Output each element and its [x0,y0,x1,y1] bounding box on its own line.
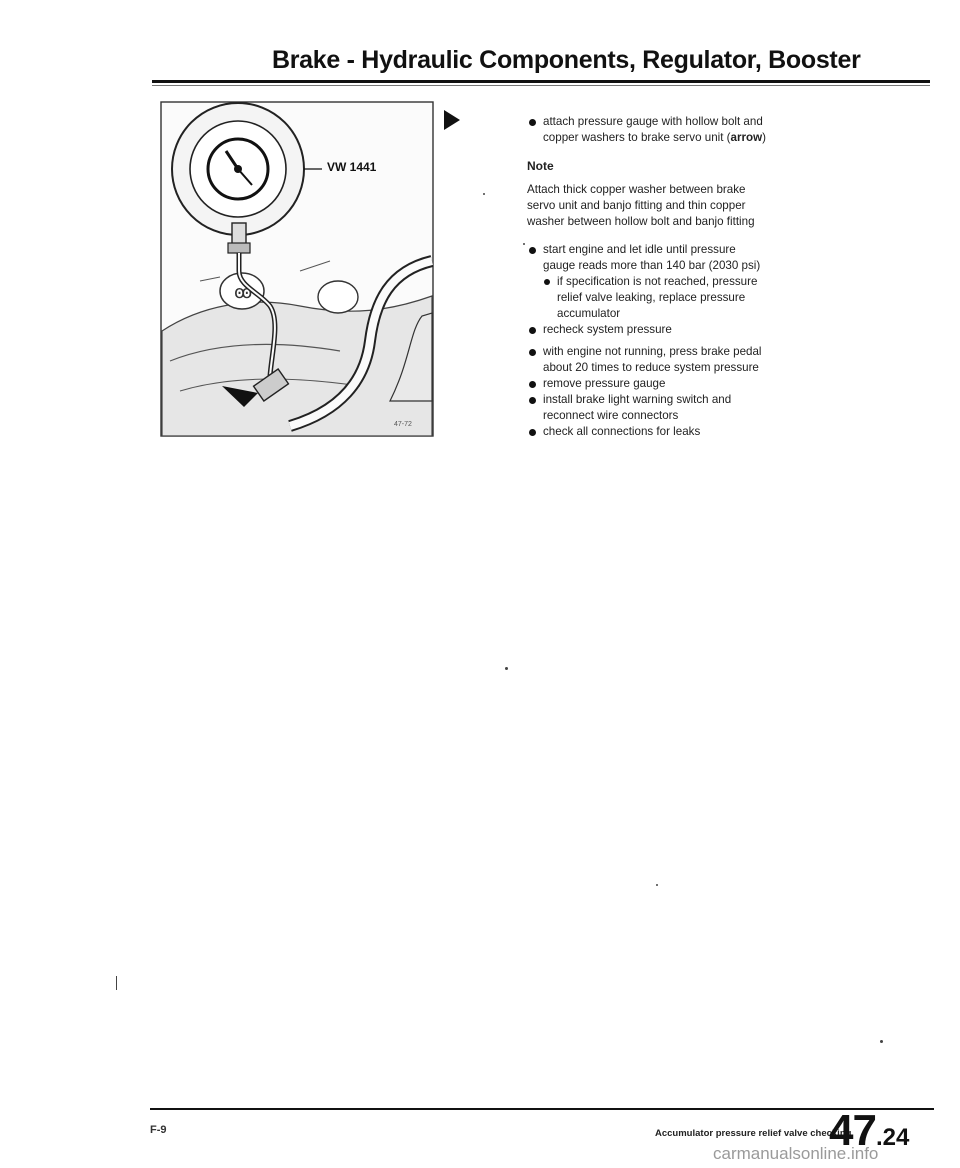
list-item: start engine and let idle until pressure [527,242,887,258]
sub-list-item: if specification is not reached, pressure [527,274,887,290]
note-line: washer between hollow bolt and banjo fitting [527,215,755,228]
list-item-cont: gauge reads more than 140 bar (2030 psi) [543,259,761,272]
list-item: attach pressure gauge with hollow bolt and [527,114,887,130]
page-number-sub: .24 [875,1124,910,1151]
watermark: carmanualsonline.info [713,1144,879,1163]
svg-text:ꙭ: ꙭ [234,282,253,303]
note-line: servo unit and banjo fitting and thin copper [527,199,746,212]
header-rule [152,80,930,83]
list-item-cont: reconnect wire connectors [543,409,679,422]
list-item: check all connections for leaks [527,424,887,440]
figure-code: 47-72 [394,421,412,428]
text-fragment: copper washers to brake servo unit ( [543,131,731,144]
pressure-gauge-illustration [160,101,435,439]
right-arrow-icon [444,110,460,130]
note-line: Attach thick copper washer between brake [527,183,746,196]
arrow-emphasis: arrow [730,131,763,144]
sub-list-item-cont: relief valve leaking, replace pressure [557,291,746,304]
list-item: with engine not running, press brake pedal [527,344,887,360]
tool-label: VW 1441 [327,160,377,174]
note-heading: Note [527,159,554,173]
header-rule-thin [152,85,930,86]
footer-caption: Accumulator pressure relief valve checking [655,1128,852,1139]
list-item: recheck system pressure [527,322,887,338]
list-item: remove pressure gauge [527,376,887,392]
sub-list-item-cont: accumulator [557,307,621,320]
text-fragment: ) [762,131,766,144]
page-title: Brake - Hydraulic Components, Regulator, Booster [272,46,861,74]
footer-rule [150,1108,934,1110]
list-item: install brake light warning switch and [527,392,887,408]
page-number-main: 47 [829,1106,876,1155]
list-item-cont [527,130,887,146]
footer-code: F-9 [150,1124,167,1136]
list-item-cont: about 20 times to reduce system pressure [543,361,759,374]
instructions-text [527,114,887,440]
